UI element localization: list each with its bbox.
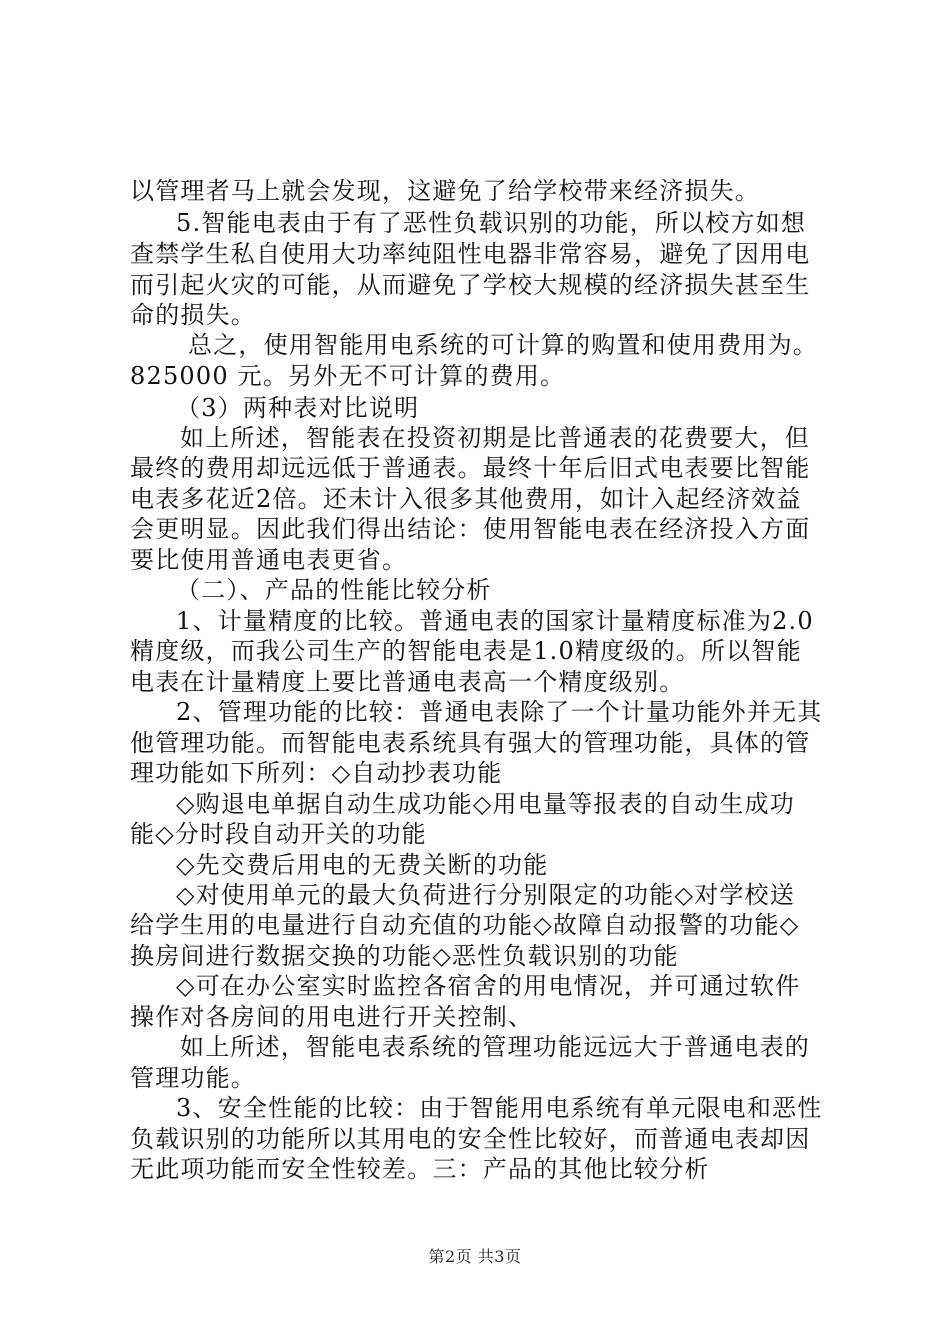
text-line: 如上所述，智能表在投资初期是比普通表的花费要大，但 (180, 424, 810, 452)
text-line: 操作对各房间的用电进行开关控制、 (130, 1003, 534, 1031)
page-number-footer: 第2页 共3页 (428, 1247, 522, 1266)
text-line: 最终的费用却远远低于普通表。最终十年后旧式电表要比智能 (130, 454, 811, 482)
text-line: 负载识别的功能所以其用电的安全性比较好，而普通电表却因 (130, 1125, 811, 1153)
text-line: 如上所述，智能电表系统的管理功能远远大于普通电表的 (180, 1033, 810, 1061)
text-line: 而引起火灾的可能，从而避免了学校大规模的经济损失甚至生 (130, 271, 811, 299)
text-line: 查禁学生私自使用大功率纯阻性电器非常容易，避免了因用电 (130, 240, 811, 268)
text-line: 他管理功能。而智能电表系统具有强大的管理功能，具体的管 (130, 729, 811, 757)
text-line: 理功能如下所列：◇自动抄表功能 (130, 759, 503, 787)
section-heading: （二）、产品的性能比较分析 (176, 576, 492, 604)
section-heading: （3）两种表对比说明 (176, 394, 420, 422)
text-line: 电表在计量精度上要比普通电表高一个精度级别。 (130, 668, 685, 696)
text-line: 换房间进行数据交换的功能◇恶性负载识别的功能 (130, 942, 679, 970)
text-line: 精度级，而我公司生产的智能电表是1.0精度级的。所以智能 (130, 637, 802, 665)
text-line: 825000 元。另外无不可计算的费用。 (130, 362, 566, 390)
text-line: 给学生用的电量进行自动充值的功能◇故障自动报警的功能◇ (130, 911, 800, 939)
text-line: 1、计量精度的比较。普通电表的国家计量精度标准为2.0 (176, 607, 814, 635)
text-line: ◇可在办公室实时监控各宿舍的用电情况，并可通过软件 (176, 972, 801, 1000)
text-line: ◇对使用单元的最大负荷进行分别限定的功能◇对学校送 (176, 881, 795, 909)
text-line: 会更明显。因此我们得出结论：使用智能电表在经济投入方面 (130, 515, 811, 543)
text-line: 管理功能。 (130, 1064, 256, 1092)
text-line: 要比使用普通电表更省。 (130, 546, 408, 574)
text-line: 总之，使用智能用电系统的可计算的购置和使用费用为。 (188, 331, 818, 359)
text-line: 无此项功能而安全性较差。三：产品的其他比较分析 (130, 1155, 710, 1183)
text-line: ◇购退电单据自动生成功能◇用电量等报表的自动生成功 (176, 790, 795, 818)
text-line: 能◇分时段自动开关的功能 (130, 820, 427, 848)
text-line: ◇先交费后用电的无费关断的功能 (176, 851, 549, 879)
text-line: 命的损失。 (130, 301, 256, 329)
text-line: 3、安全性能的比较：由于智能用电系统有单元限电和恶性 (176, 1094, 823, 1122)
text-line: 5.智能电表由于有了恶性负载识别的功能，所以校方如想 (176, 209, 807, 237)
text-line: 电表多花近2倍。还未计入很多其他费用，如计入起经济效益 (130, 485, 802, 513)
text-line: 以管理者马上就会发现，这避免了给学校带来经济损失。 (130, 177, 760, 205)
text-line: 2、管理功能的比较：普通电表除了一个计量功能外并无其 (176, 698, 823, 726)
